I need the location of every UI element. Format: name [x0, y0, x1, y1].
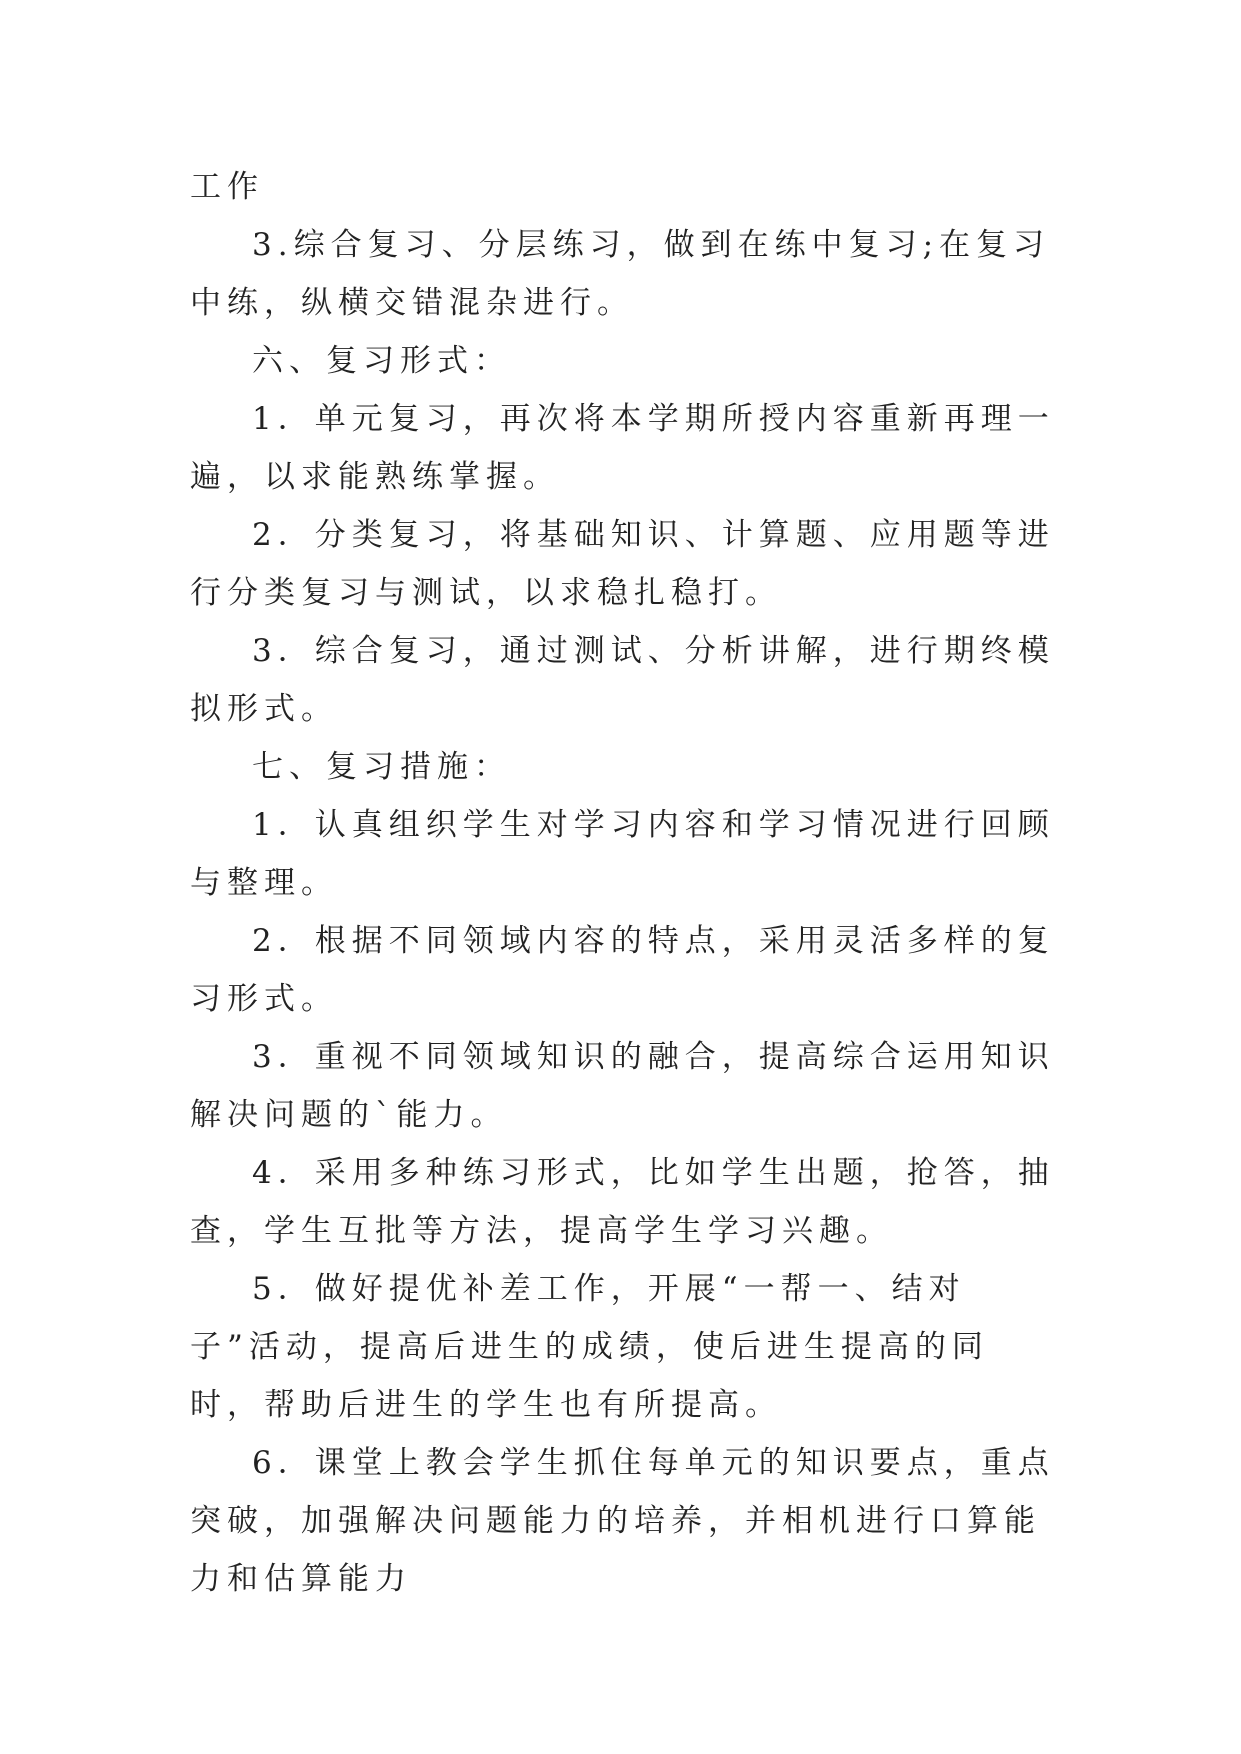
paragraph-measure-4: 4．采用多种练习形式，比如学生出题，抢答，抽查，学生互批等方法，提高学生学习兴趣。: [190, 1155, 1055, 1249]
paragraph-continuation: 工作: [190, 169, 264, 205]
paragraph-measure-2: 2．根据不同领域内容的特点，采用灵活多样的复习形式。: [190, 923, 1055, 1017]
section-heading-review-measures: 七、复习措施：: [252, 749, 511, 785]
paragraph-item-3-review: 3.综合复习、分层练习，做到在练中复习;在复习中练，纵横交错混杂进行。: [190, 227, 1051, 321]
paragraph-form-2: 2．分类复习，将基础知识、计算题、应用题等进行分类复习与测试，以求稳扎稳打。: [190, 517, 1055, 611]
section-heading-review-forms: 六、复习形式：: [252, 343, 511, 379]
document-body: [190, 158, 1060, 1608]
paragraph-form-1: 1．单元复习，再次将本学期所授内容重新再理一遍，以求能熟练掌握。: [190, 401, 1055, 495]
paragraph-measure-3: 3．重视不同领域知识的融合，提高综合运用知识解决问题的`能力。: [190, 1039, 1055, 1133]
paragraph-form-3: 3．综合复习，通过测试、分析讲解，进行期终模拟形式。: [190, 633, 1055, 727]
paragraph-measure-6: 6．课堂上教会学生抓住每单元的知识要点，重点突破，加强解决问题能力的培养，并相机进行口算能力和估算能力: [190, 1445, 1055, 1597]
paragraph-measure-1: 1．认真组织学生对学习内容和学习情况进行回顾与整理。: [190, 807, 1055, 901]
paragraph-measure-5: 5．做好提优补差工作，开展“一帮一、结对子”活动，提高后进生的成绩，使后进生提高的同时，帮助后进生的学生也有所提高。: [190, 1271, 989, 1423]
